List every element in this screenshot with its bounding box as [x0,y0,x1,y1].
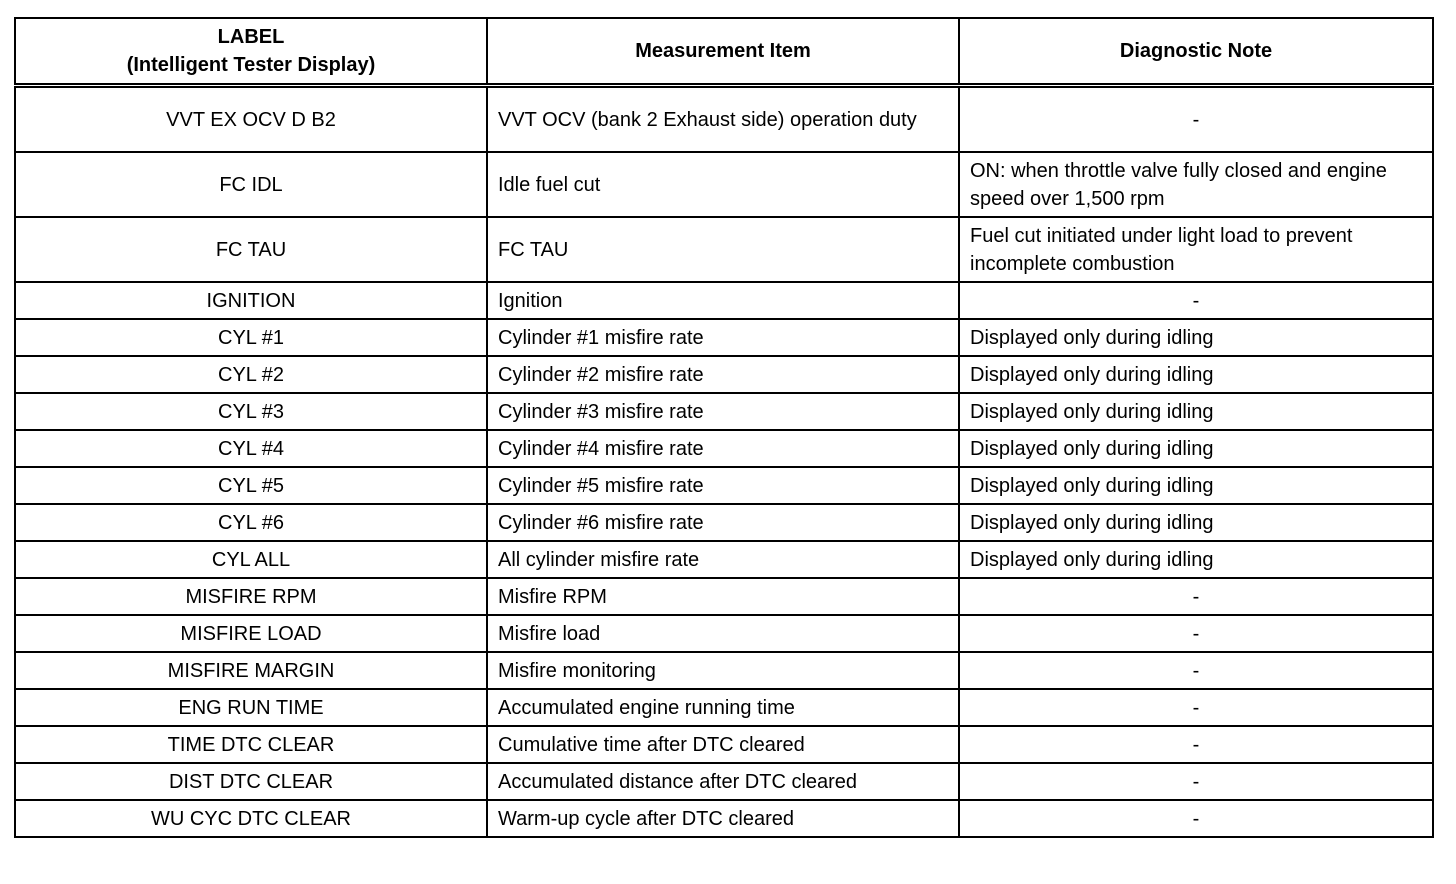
diagnostic-note-cell: - [959,726,1433,763]
table-row [15,689,1433,726]
table-row [15,504,1433,541]
measurement-item-cell: Cylinder #5 misfire rate [487,467,959,504]
label-cell: TIME DTC CLEAR [15,726,487,763]
diagnostic-note-cell: - [959,652,1433,689]
measurement-item-cell: Misfire monitoring [487,652,959,689]
measurement-item-cell: Cumulative time after DTC cleared [487,726,959,763]
table-row [15,615,1433,652]
measurement-item-cell: VVT OCV (bank 2 Exhaust side) operation duty [487,86,959,153]
table-row [15,430,1433,467]
label-cell: CYL #4 [15,430,487,467]
table-row [15,467,1433,504]
label-cell: FC TAU [15,217,487,282]
diagnostic-note-cell: Displayed only during idling [959,356,1433,393]
diagnostic-note-cell: Displayed only during idling [959,541,1433,578]
diagnostic-note-cell: Displayed only during idling [959,393,1433,430]
diagnostic-note-cell: - [959,578,1433,615]
diagnostic-note-cell: Displayed only during idling [959,319,1433,356]
table-row [15,541,1433,578]
label-cell: CYL #5 [15,467,487,504]
table-row [15,319,1433,356]
table-row [15,800,1433,837]
label-cell: WU CYC DTC CLEAR [15,800,487,837]
label-cell: FC IDL [15,152,487,217]
label-cell: MISFIRE MARGIN [15,652,487,689]
measurement-item-cell: Warm-up cycle after DTC cleared [487,800,959,837]
table-row [15,393,1433,430]
measurement-item-cell: All cylinder misfire rate [487,541,959,578]
label-cell: CYL ALL [15,541,487,578]
measurement-item-cell: FC TAU [487,217,959,282]
label-cell: CYL #3 [15,393,487,430]
header-label-line1: LABEL [217,26,285,48]
table-row [15,652,1433,689]
header-label [15,18,487,86]
table-row [15,217,1433,282]
label-cell: ENG RUN TIME [15,689,487,726]
measurement-item-cell: Cylinder #2 misfire rate [487,356,959,393]
table-row [15,726,1433,763]
table-body [15,86,1433,838]
measurement-item-cell: Cylinder #4 misfire rate [487,430,959,467]
measurement-item-cell: Cylinder #6 misfire rate [487,504,959,541]
measurement-item-cell: Idle fuel cut [487,152,959,217]
measurement-item-cell: Cylinder #1 misfire rate [487,319,959,356]
data-list-table [14,17,1434,838]
diagnostic-note-cell: - [959,800,1433,837]
label-cell: CYL #6 [15,504,487,541]
table-row [15,152,1433,217]
label-cell: CYL #2 [15,356,487,393]
measurement-item-cell: Misfire load [487,615,959,652]
label-cell: IGNITION [15,282,487,319]
measurement-item-cell: Ignition [487,282,959,319]
diagnostic-note-cell: - [959,763,1433,800]
label-cell: DIST DTC CLEAR [15,763,487,800]
label-cell: CYL #1 [15,319,487,356]
table-row [15,763,1433,800]
diagnostic-note-cell: Displayed only during idling [959,430,1433,467]
header-row [15,18,1433,86]
label-cell: MISFIRE LOAD [15,615,487,652]
header-label-line2: (Intelligent Tester Display) [126,54,376,76]
header-measurement-item: Measurement Item [487,18,959,86]
table-row [15,578,1433,615]
diagnostic-note-cell: Displayed only during idling [959,467,1433,504]
header-diagnostic-note: Diagnostic Note [959,18,1433,86]
diagnostic-note-cell: Displayed only during idling [959,504,1433,541]
data-list-table-container [14,17,1432,838]
diagnostic-note-cell: - [959,689,1433,726]
table-header [15,18,1433,86]
diagnostic-note-cell: ON: when throttle valve fully closed and engine speed over 1,500 rpm [959,152,1433,217]
table-row [15,86,1433,153]
diagnostic-note-cell: - [959,282,1433,319]
diagnostic-note-cell: - [959,615,1433,652]
diagnostic-note-cell: - [959,86,1433,153]
measurement-item-cell: Misfire RPM [487,578,959,615]
label-cell: VVT EX OCV D B2 [15,86,487,153]
table-row [15,356,1433,393]
measurement-item-cell: Accumulated distance after DTC cleared [487,763,959,800]
measurement-item-cell: Accumulated engine running time [487,689,959,726]
label-cell: MISFIRE RPM [15,578,487,615]
table-row [15,282,1433,319]
diagnostic-note-cell: Fuel cut initiated under light load to prevent incomplete combustion [959,217,1433,282]
measurement-item-cell: Cylinder #3 misfire rate [487,393,959,430]
